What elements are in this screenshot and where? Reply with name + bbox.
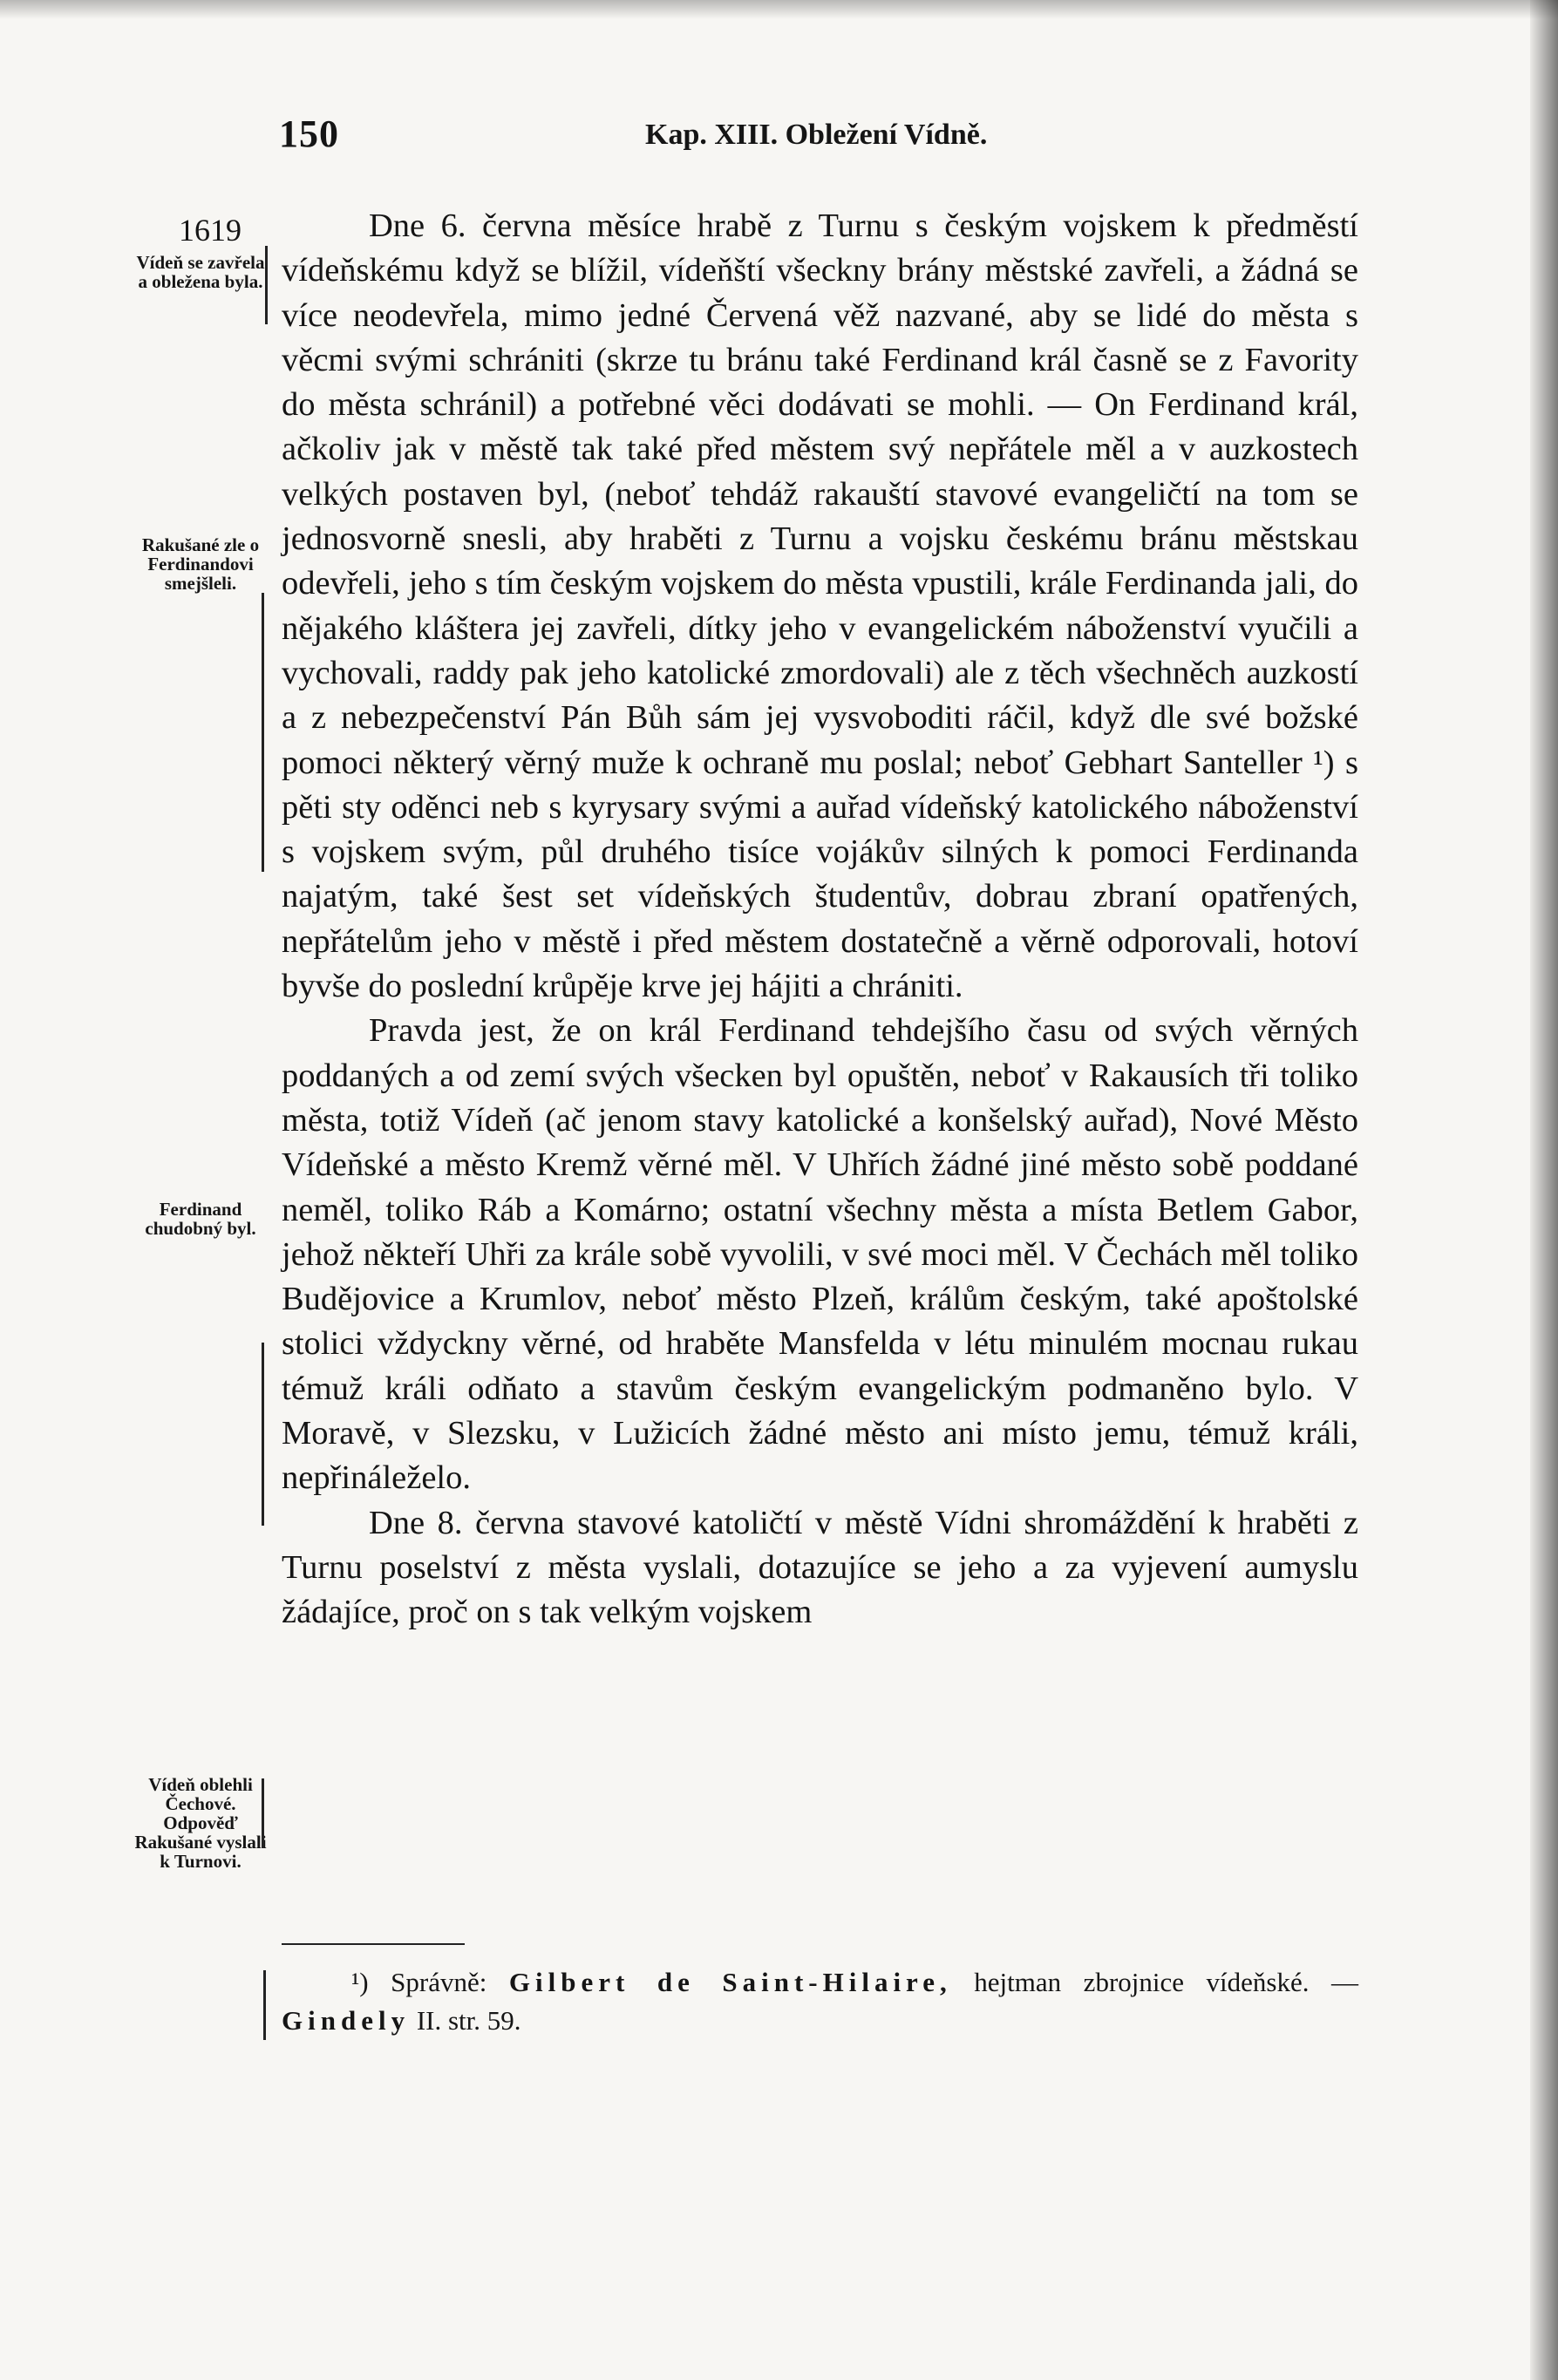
scan-edge-shadow <box>1530 0 1558 2380</box>
margin-note: Vídeň se zavřela a obležena byla. <box>136 252 265 292</box>
margin-mark <box>265 246 268 324</box>
year-marker: 1619 <box>179 213 242 248</box>
running-title: Kap. XIII. Obležení Vídně. <box>645 119 988 151</box>
margin-note: Vídeň oblehli Čechové. Odpověď Rakušané vyslali k Turnovi. <box>134 1774 267 1872</box>
main-text <box>282 204 1358 1635</box>
paragraph: Pravda jest, že on král Ferdinand tehdejšího času od svých věrných poddaných a od zemí svých všecken byl opuštěn, neboť v Rakausích tři toliko města, totiž Vídeň (ač jenom stavy katolické a konšelský auřad), Nové Město Vídeňské a město Kremž věrné měl. V Uhřích žádné jiné město sobě poddané neměl, toliko Ráb a Komárno; ostatní všechny města a místa Betlem Gabor, jehož někteří Uhři za krále sobě vyvolili, v své moci měl. V Čechách měl toliko Budějovice a Krumlov, neboť město Plzeň, králům českým, také apoštolské stolici vždyckny věrné, od hraběte Mansfelda v létu minulém mocnau rukau témuž králi odňato a stavům českým evangelickým podmaněno bylo. V Moravě, v Slezsku, v Lužicích žádné město ani místo jemu, témuž králi, nepřináleželo. <box>282 1012 1358 1497</box>
margin-mark <box>263 1970 266 2040</box>
footnote <box>282 1963 1358 2040</box>
footnote-mark: ¹) <box>351 1967 369 1997</box>
footnote-ref: II. str. 59. <box>416 2005 521 2036</box>
footnote-text: hejtman zbrojnice vídeňské. — <box>974 1967 1359 1997</box>
footnote-label: Správně: <box>391 1967 487 1997</box>
scan-top-shadow <box>0 0 1558 19</box>
margin-note: Ferdinand chudobný byl. <box>145 1199 256 1239</box>
paragraph: Dne 8. června stavové katoličtí v městě Vídni shromáždění k hraběti z Turnu poselství z města vyslali, dotazujíce se jeho a za vyjevení aumyslu žádajíce, proč on s tak velkým vojskem <box>282 1504 1358 1631</box>
footnote-rule <box>282 1943 465 1945</box>
page-number: 150 <box>279 112 339 155</box>
margin-note: Rakušané zle o Ferdinandovi smejšleli. <box>141 534 260 594</box>
margin-mark <box>262 1778 264 1848</box>
footnote-name: Gilbert de Saint-Hilaire, <box>508 1967 952 1997</box>
paragraph: Dne 6. června měsíce hrabě z Turnu s českým vojskem k předměstí vídeňskému když se blížil, vídeňští všeckny brány městské zavřeli, a žádná se více neodevřela, mimo jedné Červená věž nazvané, aby se lidé do města s věcmi svými schrániti (skrze tu bránu také Ferdinand král časně se z Favority do města schránil) a potřebné věci dodávati se mohli. — On Ferdinand král, ačkoliv jak v městě tak také před městem svý nepřátele měl a v auzkostech velkých postaven byl, (neboť tehdáž rakauští stavové evangeličtí na tom se jednosvorně snesli, aby hraběti z Turnu a vojsku českému bránu městskau odevřeli, jeho s tím českým vojskem do města vpustili, krále Ferdinanda jali, do nějakého kláštera jej zavřeli, dítky jeho v evangelickém náboženství vyučili a vychovali, raddy pak jeho katolické zmordovali) ale z těch všechněch auzkostí a z nebezpečenství Pán Bůh sám jej vysvoboditi ráčil, když dle své božské pomoci některý věrný muže k ochraně mu poslal; neboť Gebhart Santeller ¹) s pěti sty oděnci neb s kyrysary svými a auřad vídeňský katolického náboženství s vojskem svým, půl druhého tisíce vojákův silných k pomoci Ferdinanda najatým, také šest set vídeňských študentův, dobrau zbraní opatřených, nepřátelům jeho v městě i před městem dostatečně a věrně odporovali, hotoví byvše do poslední krůpěje krve jej hájiti a chrániti. <box>282 207 1358 1005</box>
margin-mark <box>262 1343 264 1526</box>
footnote-ref-name: Gindely <box>282 2005 411 2036</box>
running-head <box>279 112 1360 164</box>
margin-mark <box>262 593 264 872</box>
